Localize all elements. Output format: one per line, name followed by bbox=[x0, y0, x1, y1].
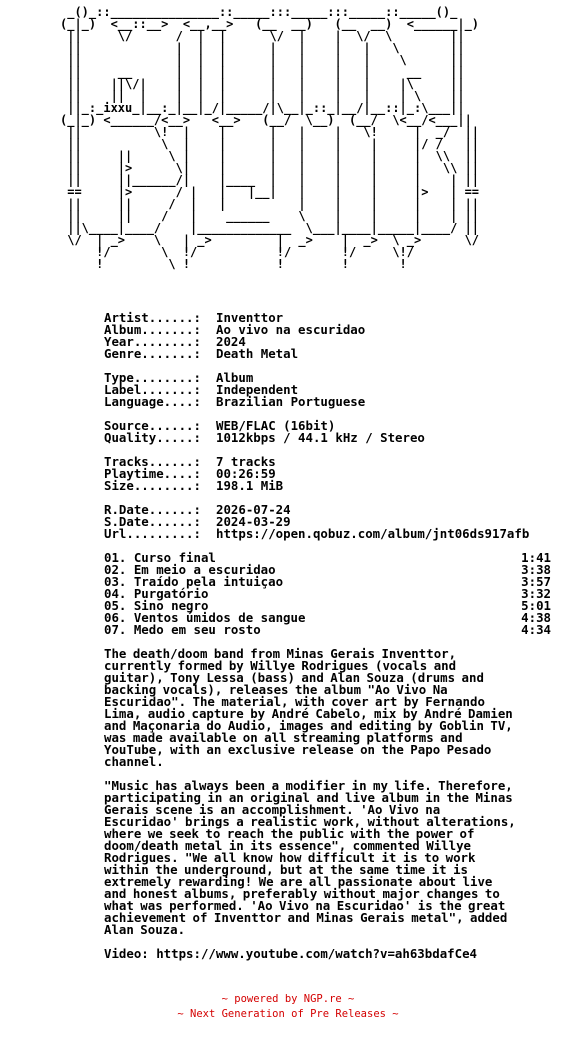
release-info-value: Ao vivo na escuridao bbox=[216, 322, 366, 337]
size-info-value: 7 tracks bbox=[216, 454, 276, 469]
track-title: 01. Curso final bbox=[104, 550, 216, 565]
release-info-value: Inventtor bbox=[216, 310, 284, 325]
nfo-body bbox=[104, 312, 564, 960]
tracklist bbox=[104, 552, 564, 636]
paragraph-line: Escuridao". The material, with cover art by Fernando bbox=[104, 694, 485, 709]
track-duration: 4:34 bbox=[521, 622, 551, 637]
track-title: 02. Em meio a escuridao bbox=[104, 562, 276, 577]
paragraph-line: what was performed. 'Ao Vivo na Escuridao' is the great bbox=[104, 898, 506, 913]
release-meta-value: Independent bbox=[216, 382, 299, 397]
footer-tagline: ~ Next Generation of Pre Releases ~ bbox=[177, 1008, 399, 1020]
release-info-row bbox=[104, 348, 564, 360]
size-info-key: Playtime....: bbox=[104, 466, 201, 481]
size-info-key: Size........: bbox=[104, 478, 201, 493]
audio-info-value: 1012kbps / 44.1 kHz / Stereo bbox=[216, 430, 425, 445]
paragraph-line: The death/doom band from Minas Gerais Inventtor, bbox=[104, 646, 457, 661]
size-info-row bbox=[104, 480, 564, 492]
paragraph-line: Gerais scene is an accomplishment. 'Ao Vivo na bbox=[104, 802, 441, 817]
release-info-value: Death Metal bbox=[216, 346, 299, 361]
track-duration: 3:38 bbox=[521, 562, 551, 577]
dates-info-block bbox=[104, 504, 564, 540]
track-duration: 3:57 bbox=[521, 574, 551, 589]
audio-info-block bbox=[104, 420, 564, 444]
audio-info-row bbox=[104, 432, 564, 444]
dates-info-value: 2024-03-29 bbox=[216, 514, 291, 529]
release-info-key: Genre.......: bbox=[104, 346, 201, 361]
track-duration: 4:38 bbox=[521, 610, 551, 625]
dates-info-row bbox=[104, 528, 564, 540]
release-info-block bbox=[104, 312, 564, 360]
paragraph-line: backing vocals), releases the album "Ao Vivo Na bbox=[104, 682, 448, 697]
track-duration: 5:01 bbox=[521, 598, 551, 613]
quote-paragraph bbox=[104, 780, 556, 936]
paragraph-line: where we seek to reach the public with the power of bbox=[104, 826, 475, 841]
paragraph-line: YouTube, with an exclusive release on the Papo Pesado bbox=[104, 742, 492, 757]
release-meta-value: Brazilian Portuguese bbox=[216, 394, 366, 409]
paragraph-line: "Music has always been a modifier in my life. Therefore, bbox=[104, 778, 513, 793]
track-duration: 1:41 bbox=[521, 550, 551, 565]
release-meta-key: Label.......: bbox=[104, 382, 201, 397]
release-info-key: Year........: bbox=[104, 334, 201, 349]
track-title: 06. Ventos úmidos de sangue bbox=[104, 610, 306, 625]
audio-info-key: Quality.....: bbox=[104, 430, 201, 445]
dates-info-key: R.Date......: bbox=[104, 502, 201, 517]
paragraph-line: Escuridao' brings a realistic work, without alterations, bbox=[104, 814, 516, 829]
description-paragraph bbox=[104, 648, 556, 768]
audio-info-key: Source......: bbox=[104, 418, 201, 433]
paragraph-line: doom/death metal in its essence", commented Willye bbox=[104, 838, 471, 853]
paragraph-line: participating in an original and live album in the Minas bbox=[104, 790, 513, 805]
track-row bbox=[104, 624, 551, 636]
size-info-key: Tracks......: bbox=[104, 454, 201, 469]
dates-info-key: S.Date......: bbox=[104, 514, 201, 529]
size-info-value: 00:26:59 bbox=[216, 466, 276, 481]
paragraph-line: guitar), Tony Lessa (bass) and Alan Souza (drums and bbox=[104, 670, 484, 685]
ascii-art-text: _()_::_______________::_____:::_____:::_____::_____()_ (_|_) <__::__> <__,__> (__ __) (__ __) <______|_) || \/ / | | \/ | | \/ \ || || | | | | | | | \ || || | | | | | | | \ || || __ | | | | | | | __ || || ||\/| | | | | | | | |\ || || || | | | | | | | | | \ || ||_:_ixxu_|__:_|__|_/|_____/|\__|_::_|__/|__::|_:\___|| (_|_) <______/<__> <__> (__/ \__) (__/ \<__/<___|| || \! | | | | | \! | _/ || || \ | | | | | | |/ / || || || \ | | | | | | | \\ || || |> \| | | | | | | \\ || || ||______/| |____ | | | | | | || == |> / | | |__| | | | |> | == || || / | | | | | | | || || || / | ______ \ | | | | || ||\____|____/ |_____________ \___|____|_____|____/ || \/ | _> \ | _> | _> | _> \ _> \/ !/ \ !/ !/ !/ \!/ ! \ ! ! ! ! bbox=[60, 6, 480, 271]
paragraph-line: currently formed by Willye Rodrigues (vocals and bbox=[104, 658, 457, 673]
paragraph-line: and Maçonaria do Audio, images and editing by Goblin TV, bbox=[104, 718, 513, 733]
track-title: 05. Sino negro bbox=[104, 598, 209, 613]
release-meta-block bbox=[104, 372, 564, 408]
size-info-block bbox=[104, 456, 564, 492]
release-meta-value: Album bbox=[216, 370, 254, 385]
paragraph-line: extremely rewarding! We are all passionate about live bbox=[104, 874, 493, 889]
paragraph-line: Alan Souza. bbox=[104, 922, 186, 937]
track-title: 03. Traído pela intuiçao bbox=[104, 574, 284, 589]
paragraph-line: Lima, audio capture by André Cabelo, mix by André Damien bbox=[104, 706, 513, 721]
video-link[interactable]: Video: https://www.youtube.com/watch?v=ah63bdafCe4 bbox=[104, 946, 477, 961]
release-info-key: Artist......: bbox=[104, 310, 201, 325]
paragraph-line: achievement of Inventtor and Minas Gerais metal", added bbox=[104, 910, 508, 925]
paragraph-line: and honest albums, preferably without major changes to bbox=[104, 886, 500, 901]
release-meta-key: Type........: bbox=[104, 370, 201, 385]
track-title: 07. Medo em seu rosto bbox=[104, 622, 261, 637]
track-title: 04. Purgatório bbox=[104, 586, 209, 601]
track-duration: 3:32 bbox=[521, 586, 551, 601]
dates-info-key: Url.........: bbox=[104, 526, 201, 541]
paragraph-line: channel. bbox=[104, 754, 164, 769]
dates-info-value[interactable]: https://open.qobuz.com/album/jnt06ds917afb bbox=[216, 526, 530, 541]
release-info-key: Album.......: bbox=[104, 322, 201, 337]
release-meta-key: Language....: bbox=[104, 394, 201, 409]
paragraph-line: within the underground, but at the same time it is bbox=[104, 862, 468, 877]
size-info-value: 198.1 MiB bbox=[216, 478, 284, 493]
ascii-art-logo bbox=[60, 6, 572, 300]
audio-info-value: WEB/FLAC (16bit) bbox=[216, 418, 336, 433]
release-info-value: 2024 bbox=[216, 334, 246, 349]
paragraph-line: Rodrigues. "We all know how difficult it is to work bbox=[104, 850, 476, 865]
footer-powered-by[interactable]: ~ powered by NGP.re ~ bbox=[221, 993, 355, 1005]
paragraph-line: was made available on all streaming platforms and bbox=[104, 730, 463, 745]
dates-info-value: 2026-07-24 bbox=[216, 502, 291, 517]
release-meta-row bbox=[104, 396, 564, 408]
